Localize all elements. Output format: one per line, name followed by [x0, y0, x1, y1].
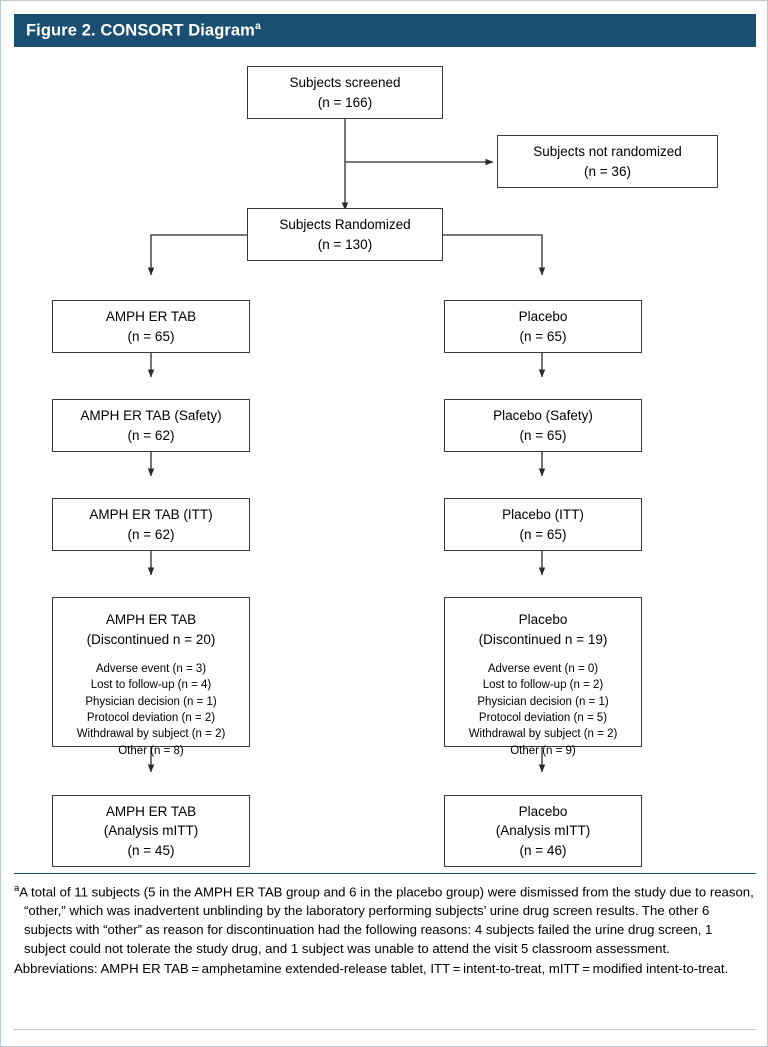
node-amph-analysis-mitt	[52, 795, 250, 867]
footnote-a	[14, 882, 756, 958]
reason-item: Lost to follow-up (n = 4)	[90, 679, 212, 692]
figure-footnotes	[14, 873, 756, 981]
node-line-2: (n = 130)	[317, 236, 373, 252]
reason-item: Withdrawal by subject (n = 2)	[468, 728, 618, 741]
footnote-text: A total of 11 subjects (5 in the AMPH ER TAB group and 6 in the placebo group) were dismissed from the study due to reason, “other,” which was inadvertent unblinding by the laboratory performing subjects’ urine drug screen results. The other 6 subjects with “other” as reason for discontinuation had the following reasons: 4 subjects failed the urine drug screen, 1 subject could not tolerate the study drug, and 1 subject was unable to attend the visit 5 classroom assessment.	[19, 884, 754, 956]
footnote-marker: a	[14, 883, 20, 894]
node-placebo-safety	[444, 399, 642, 452]
node-amph-discontinued	[52, 597, 250, 757]
node-line-2: (n = 166)	[317, 94, 373, 110]
reason-item: Other (n = 9)	[510, 744, 576, 757]
discontinuation-reasons	[469, 661, 618, 759]
node-line-2: (Analysis mITT)	[495, 823, 591, 839]
consort-diagram	[1, 47, 768, 867]
node-amph-assigned	[52, 300, 250, 353]
node-line-3: (n = 46)	[519, 842, 567, 858]
node-line-1: AMPH ER TAB	[105, 612, 197, 627]
node-line-2: (Discontinued n = 19)	[478, 631, 608, 647]
node-line-1: Subjects not randomized	[533, 143, 682, 159]
node-line-1: AMPH ER TAB	[105, 308, 197, 324]
reason-item: Other (n = 8)	[118, 744, 184, 757]
node-placebo-analysis-mitt	[444, 795, 642, 867]
node-line-2: (n = 65)	[519, 526, 567, 542]
node-line-1: Placebo (ITT)	[502, 506, 584, 522]
node-placebo-discontinued	[444, 597, 642, 757]
node-line-3: (n = 45)	[127, 842, 175, 858]
node-subjects-not-randomized	[497, 135, 718, 188]
reason-item: Physician decision (n = 1)	[85, 695, 217, 708]
node-line-1: AMPH ER TAB	[105, 803, 197, 819]
node-line-2: (n = 65)	[519, 427, 567, 443]
node-line-2: (Analysis mITT)	[103, 823, 199, 839]
figure-title-text: Figure 2. CONSORT Diagram	[26, 21, 255, 40]
reason-item: Lost to follow-up (n = 2)	[482, 679, 604, 692]
node-line-1: Subjects screened	[289, 74, 401, 90]
node-line-1: AMPH ER TAB (ITT)	[89, 506, 213, 522]
abbreviations-note: Abbreviations: AMPH ER TAB = amphetamine extended-release tablet, ITT = intent-to-treat, mITT = modified intent-to-treat.	[14, 961, 729, 977]
node-line-2: (n = 65)	[127, 328, 175, 344]
reason-item: Protocol deviation (n = 5)	[478, 712, 608, 725]
node-line-2: (n = 36)	[584, 163, 631, 179]
node-line-1: Placebo	[518, 308, 568, 324]
node-placebo-itt	[444, 498, 642, 551]
reason-item: Protocol deviation (n = 2)	[86, 712, 216, 725]
node-line-1: Subjects Randomized	[279, 216, 411, 232]
figure-title-bar	[14, 14, 756, 47]
footer-divider	[14, 873, 756, 874]
figure-title-superscript: a	[254, 20, 261, 33]
node-subjects-screened	[247, 66, 443, 119]
node-placebo-assigned	[444, 300, 642, 353]
node-amph-safety	[52, 399, 250, 452]
node-amph-itt	[52, 498, 250, 551]
node-line-1: Placebo (Safety)	[493, 407, 593, 423]
node-line-2: (Discontinued n = 20)	[86, 631, 216, 647]
reason-item: Adverse event (n = 3)	[95, 663, 207, 676]
node-line-1: Placebo	[518, 803, 568, 819]
bottom-divider	[14, 1029, 756, 1030]
node-line-1: AMPH ER TAB (Safety)	[80, 407, 222, 423]
node-line-2: (n = 62)	[127, 526, 175, 542]
node-line-1: Placebo	[518, 612, 568, 627]
discontinuation-reasons	[77, 661, 226, 759]
node-line-2: (n = 62)	[127, 427, 175, 443]
reason-item: Adverse event (n = 0)	[487, 663, 599, 676]
reason-item: Withdrawal by subject (n = 2)	[76, 728, 226, 741]
node-line-2: (n = 65)	[519, 328, 567, 344]
page-title	[26, 20, 261, 41]
reason-item: Physician decision (n = 1)	[477, 695, 609, 708]
node-subjects-randomized	[247, 208, 443, 261]
